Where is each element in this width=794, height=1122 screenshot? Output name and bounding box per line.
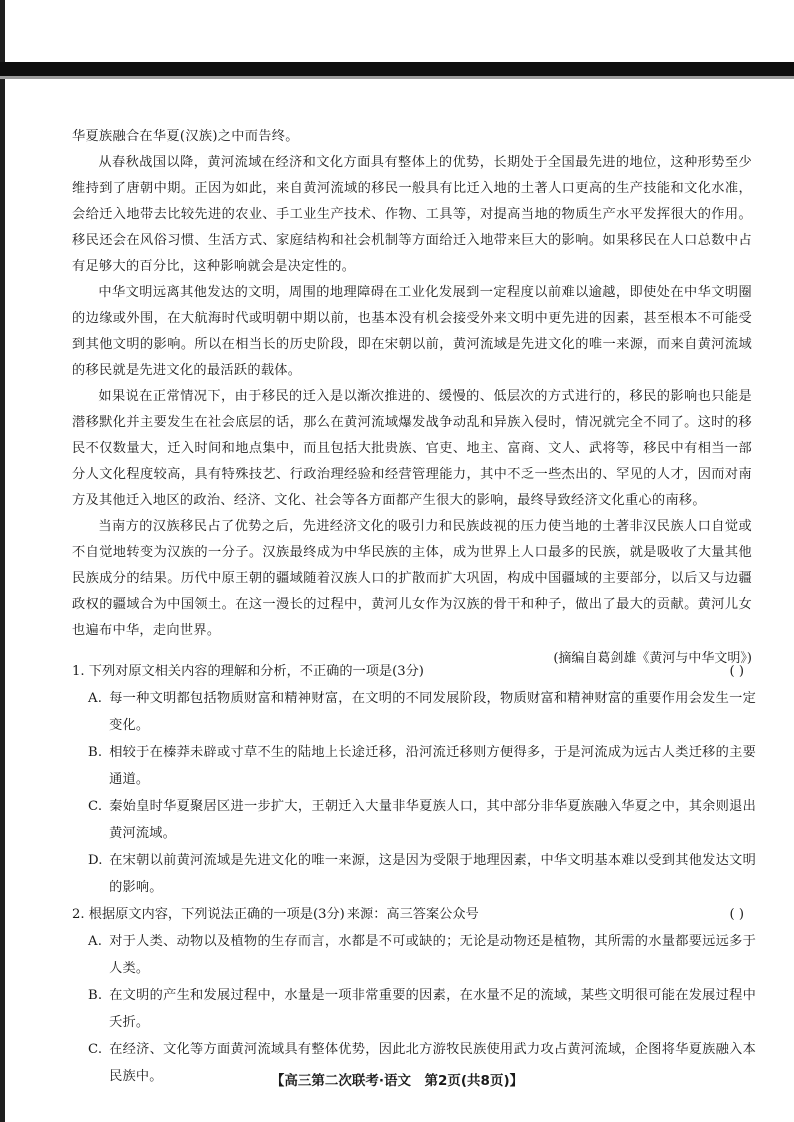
passage-attribution: (摘编自葛剑雄《黄河与中华文明》) bbox=[553, 651, 752, 666]
passage-paragraph-1: 华夏族融合在华夏(汉族)之中而告终。 bbox=[72, 129, 299, 144]
option-text: 在文明的产生和发展过程中，水量是一项非常重要的因素，在水量不足的流域，某些文明很可能在发展过程中夭折。 bbox=[109, 988, 756, 1030]
question-section bbox=[72, 658, 756, 1090]
option-key: A. bbox=[88, 691, 103, 706]
question-1-answer-blank: ( ) bbox=[729, 664, 744, 679]
option-key: B. bbox=[88, 988, 103, 1003]
scan-edge-left bbox=[0, 0, 5, 1122]
option-key: A. bbox=[88, 934, 103, 949]
question-1-option-b bbox=[88, 739, 756, 793]
passage-paragraph-5: 当南方的汉族移民占了优势之后，先进经济文化的吸引力和民族歧视的压力使当地的土著非汉民族人口自觉或不自觉地转变为汉族的一分子。汉族最终成为中华民族的主体，成为世界上人口最多的民族，就是吸收了大量其他民族成分的结果。历代中原王朝的疆域随着汉族人口的扩散而扩大巩固，构成中国疆域的主要部分，以后又与边疆政权的疆域合为中国领土。在这一漫长的过程中，黄河儿女作为汉族的骨干和种子，做出了最大的贡献。黄河儿女也遍布中华，走向世界。 bbox=[72, 519, 752, 638]
question-2-source-note: 来源：高三答案公众号 bbox=[346, 907, 479, 922]
option-key: C. bbox=[88, 799, 103, 814]
question-2-option-a bbox=[88, 928, 756, 982]
option-key: B. bbox=[88, 745, 103, 760]
question-1-stem: 1. 下列对原文相关内容的理解和分析，不正确的一项是(3分) bbox=[72, 664, 424, 679]
question-1-option-d bbox=[88, 847, 756, 901]
question-1-option-c bbox=[88, 793, 756, 847]
option-key: C. bbox=[88, 1042, 103, 1057]
passage-paragraph-2: 从春秋战国以降，黄河流域在经济和文化方面具有整体上的优势，长期处于全国最先进的地位，这种形势至少维持到了唐朝中期。正因为如此，来自黄河流域的移民一般具有比迁入地的土著人口更高的生产技能和文化水准，会给迁入地带去比较先进的农业、手工业生产技术、作物、工具等，对提高当地的物质生产水平发挥很大的作用。移民还会在风俗习惯、生活方式、家庭结构和社会机制等方面给迁入地带来巨大的影响。如果移民在人口总数中占有足够大的百分比，这种影响就会是决定性的。 bbox=[72, 155, 752, 274]
reading-passage bbox=[72, 124, 752, 672]
question-1-option-a bbox=[88, 685, 756, 739]
question-2-answer-blank: ( ) bbox=[729, 907, 744, 922]
question-1 bbox=[72, 658, 756, 901]
page-footer: 【高三第二次联考·语文 第2页(共8页)】 bbox=[270, 1073, 524, 1089]
option-text: 在经济、文化等方面黄河流域具有整体优势，因此北方游牧民族使用武力攻占黄河流域，企图将华夏族融入本民族中。 bbox=[109, 1042, 756, 1084]
passage-paragraph-3: 中华文明远离其他发达的文明，周围的地理障碍在工业化发展到一定程度以前难以逾越，即使处在中华文明圈的边缘或外围，在大航海时代或明朝中期以前，也基本没有机会接受外来文明中更先进的因素，甚至根本不可能受到其他文明的影响。所以在相当长的历史阶段，即在宋朝以前，黄河流域是先进文化的唯一来源，而来自黄河流域的移民就是先进文化的最活跃的载体。 bbox=[72, 285, 752, 378]
option-text: 在宋朝以前黄河流域是先进文化的唯一来源，这是因为受限于地理因素，中华文明基本难以受到其他发达文明的影响。 bbox=[109, 853, 756, 895]
option-text: 秦始皇时华夏聚居区进一步扩大，王朝迁入大量非华夏族人口，其中部分非华夏族融入华夏之中，其余则退出黄河流域。 bbox=[109, 799, 756, 841]
option-text: 每一种文明都包括物质财富和精神财富，在文明的不同发展阶段，物质财富和精神财富的重要作用会发生一定变化。 bbox=[109, 691, 756, 733]
option-text: 对于人类、动物以及植物的生存而言，水都是不可或缺的；无论是动物还是植物，其所需的水量都要远远多于人类。 bbox=[109, 934, 756, 976]
question-2-stem: 2. 根据原文内容，下列说法正确的一项是(3分) bbox=[72, 907, 345, 922]
option-key: D. bbox=[88, 853, 103, 868]
passage-paragraph-4: 如果说在正常情况下，由于移民的迁入是以渐次推进的、缓慢的、低层次的方式进行的，移民的影响也只能是潜移默化并主要发生在社会底层的话，那么在黄河流域爆发战争动乱和异族入侵时，情况就完全不同了。这时的移民不仅数量大，迁入时间和地点集中，而且包括大批贵族、官吏、地主、富商、文人、武将等，移民中有相当一部分人文化程度较高，具有特殊技艺、行政治理经验和经营管理能力，其中不乏一些杰出的、罕见的人才，因而对南方及其他迁入地区的政治、经济、文化、社会等各方面都产生很大的影响，最终导致经济文化重心的南移。 bbox=[72, 389, 752, 508]
option-text: 相较于在榛莽未辟或寸草不生的陆地上长途迁移，沿河流迁移则方便得多，于是河流成为远古人类迁移的主要通道。 bbox=[109, 745, 756, 787]
question-2 bbox=[72, 901, 756, 1090]
question-2-option-b bbox=[88, 982, 756, 1036]
scan-edge-top bbox=[0, 62, 794, 76]
